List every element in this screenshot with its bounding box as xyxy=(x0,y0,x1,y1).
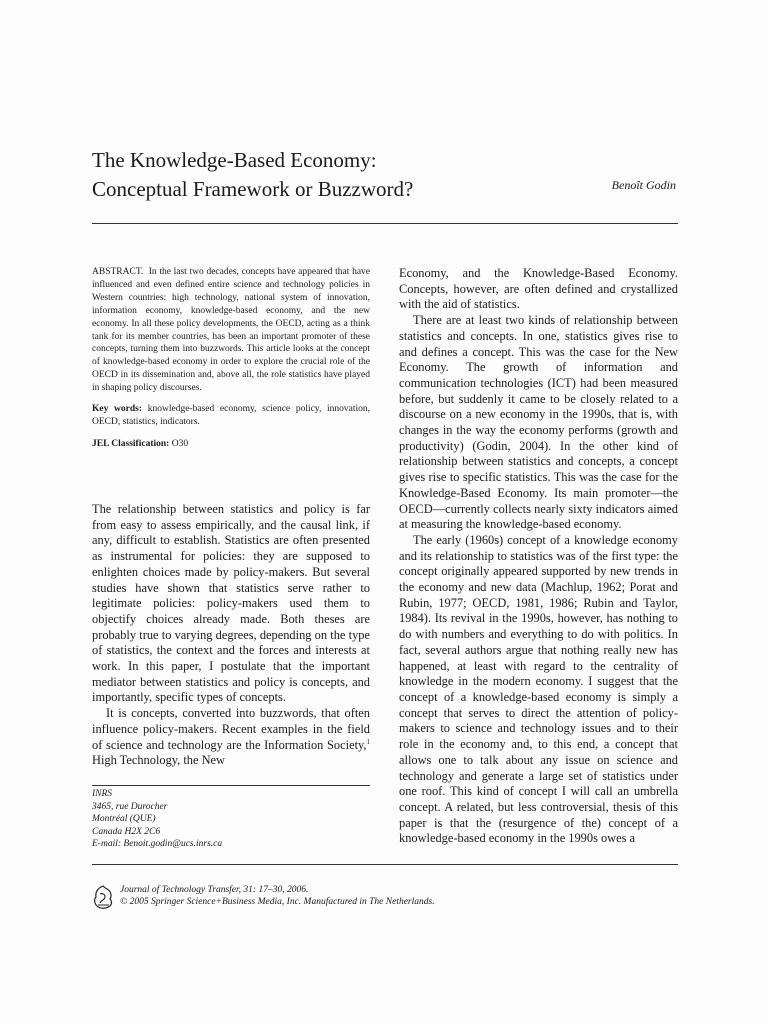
affiliation-email[interactable]: E-mail: Benoit.godin@ucs.inrs.ca xyxy=(92,839,223,850)
paragraph: The relationship between statistics and policy is far from easy to assess empirically, and the causal link, if any, difficult to establish. Statistics are often presented as instrumental for policies: they are supposed to enlighten choices made by policy-makers. But several studies have shown that statistics serve rather to legitimate policies: policy-makers used them to objectify choices already made. Both theses are probably true to varying degrees, depending on the type of statistics, the context and the forces and interests at work. In this paper, I postulate that the important mediator between statistics and policy is concepts, and importantly, specific types of concepts. xyxy=(92,502,370,705)
affiliation xyxy=(92,788,370,851)
paragraph-text: High Technology, the New xyxy=(92,753,225,768)
abstract-label: ABSTRACT. xyxy=(92,267,144,277)
left-column-body xyxy=(92,502,370,769)
affiliation-country: Canada H2X 2C6 xyxy=(92,826,161,837)
abstract-text: In the last two decades, concepts have appeared that have influenced and even defined entire science and technology policies in Western countries: high technology, national system of innovation, information economy, knowledge-based economy, and the new economy. In all these policy developments, the OECD, acting as a think tank for its member countries, has been an important promoter of these concepts, turning them into buzzwords. This article looks at the concept of knowledge-based economy in order to explore the crucial role of the OECD in its dissemination and, above all, the role statistics have played in shaping policy discourses. xyxy=(92,267,371,394)
footnote-ref[interactable]: 1 xyxy=(366,737,370,746)
journal-footer xyxy=(120,884,435,908)
paragraph-text: It is concepts, converted into buzzwords, that often influence policy-makers. Recent examples in the field of science and technology are the Information Society, xyxy=(92,706,370,752)
paragraph xyxy=(92,706,370,769)
keywords-text: knowledge-based economy, science policy, innovation, OECD, statistics, indicators. xyxy=(92,404,371,427)
author-name: Benoît Godin xyxy=(611,178,676,192)
affiliation-street: 3465, rue Durocher xyxy=(92,801,168,812)
abstract-block xyxy=(92,266,370,451)
abstract xyxy=(92,266,370,395)
springer-logo-icon xyxy=(92,884,114,910)
paragraph: Economy, and the Knowledge-Based Economy. Concepts, however, are often defined and crystallized with the aid of statistics. xyxy=(399,266,678,312)
title-line-1: The Knowledge-Based Economy: xyxy=(92,148,377,172)
journal-citation: Journal of Technology Transfer, 31: 17–30, 2006. xyxy=(120,885,309,895)
title-line-2: Conceptual Framework or Buzzword? xyxy=(92,177,414,201)
affiliation-org: INRS xyxy=(92,789,113,799)
jel-text: O30 xyxy=(171,438,189,449)
header-rule xyxy=(92,223,678,224)
affiliation-rule xyxy=(92,785,370,786)
paragraph: There are at least two kinds of relationship between statistics and concepts. In one, statistics gives rise to and defines a concept. This was the case for the New Economy. The growth of information and communication technologies (ICT) had been measured before, but suddenly it came to be closely related to a discourse on a new economy in the 1990s, that is, with changes in the way the economy performs (growth and productivity) (Godin, 2004). In the other kind of relationship between statistics and concepts, a concept gives rise to specific statistics. This was the case for the Knowledge-Based Economy. Its main promoter—the OECD—currently collects nearly sixty indicators aimed at measuring the knowledge-based economy. xyxy=(399,313,678,532)
copyright-notice: © 2005 Springer Science+Business Media, Inc. Manufactured in The Netherlands. xyxy=(120,897,435,907)
jel-classification xyxy=(92,438,370,451)
jel-label: JEL Classification: xyxy=(92,438,170,449)
keywords xyxy=(92,403,370,429)
article-title xyxy=(92,146,532,204)
right-column-body xyxy=(399,266,678,847)
affiliation-city: Montréal (QUE) xyxy=(92,814,156,825)
keywords-label: Key words: xyxy=(92,404,143,415)
footer-rule xyxy=(92,864,678,865)
paragraph: The early (1960s) concept of a knowledge economy and its relationship to statistics was of the first type: the concept originally appeared supported by new trends in the economy and new data (Machlup, 1962; Porat and Rubin, 1977; OECD, 1981, 1986; Rubin and Taylor, 1984). Its revival in the 1990s, however, has nothing to do with numbers and everything to do with politics. In fact, several authors argue that nothing really new has happened, at least with regard to the centrality of knowledge in the modern economy. I suggest that the concept of a knowledge-based economy is simply a concept that serves to direct the attention of policy-makers to science and technology issues and to their role in the economy and, to this end, a concept that allows one to talk about any issue on science and technology and generate a large set of statistics under one roof. This kind of concept I will call an umbrella concept. A related, but less controversial, thesis of this paper is that the (resurgence of the) concept of a knowledge-based economy in the 1990s owes a xyxy=(399,532,678,846)
